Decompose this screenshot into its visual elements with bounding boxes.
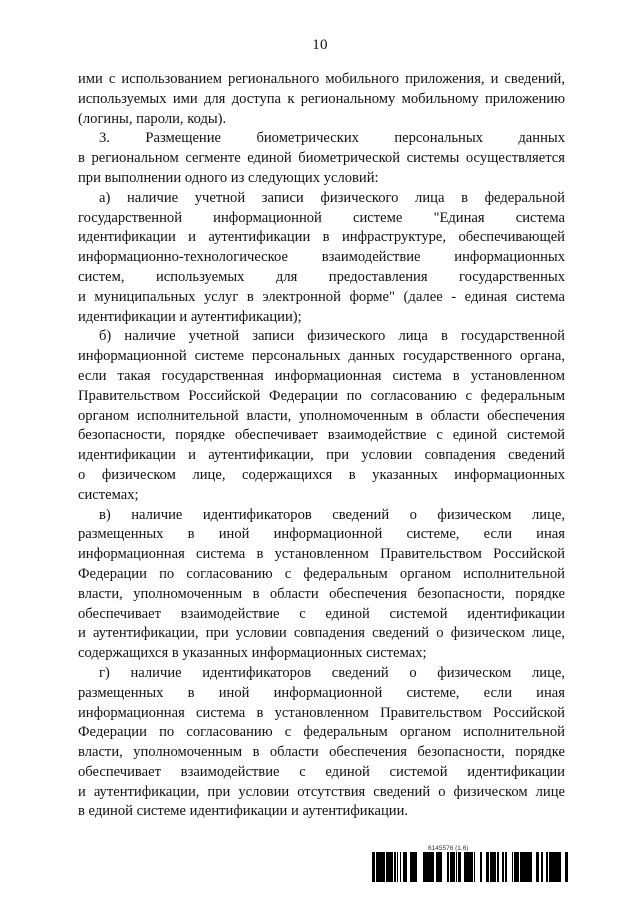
text-line: если такая государственная информационная система в установленном bbox=[78, 367, 565, 384]
text-line: систем, используемых для предоставления государственных bbox=[78, 268, 565, 285]
text-line: о физическом лице, содержащихся в указанных информационных bbox=[78, 466, 565, 483]
text-line: идентификации и аутентификации, при условии совпадения сведений bbox=[78, 447, 565, 464]
text-line: при выполнении одного из следующих условий: bbox=[78, 169, 379, 186]
barcode-icon bbox=[372, 852, 568, 882]
text-line: Федерации по согласованию с федеральным органом исполнительной bbox=[78, 724, 565, 741]
text-line: б) наличие учетной записи физического лица в государственной bbox=[99, 328, 565, 345]
text-line: Федерации по согласованию с федеральным органом исполнительной bbox=[78, 565, 565, 582]
text-line: системах; bbox=[78, 486, 139, 503]
page-number: 10 bbox=[312, 37, 328, 53]
text-line: размещенных в иной информационной системе, если иная bbox=[78, 684, 565, 701]
document-id: 6145576 (1.6) bbox=[428, 845, 469, 852]
text-line: г) наличие идентификаторов сведений о физическом лице, bbox=[99, 664, 565, 681]
text-line: и муниципальных услуг в электронной форме" (далее - единая система bbox=[78, 288, 565, 305]
text-line: органом исполнительной власти, уполномоченным в области обеспечения bbox=[78, 407, 565, 424]
text-line: в) наличие идентификаторов сведений о физическом лице, bbox=[99, 506, 565, 523]
text-line: размещенных в иной информационной системе, если иная bbox=[78, 526, 565, 543]
text-line: информационная система в установленном Правительством Российской bbox=[78, 546, 565, 563]
text-line: идентификации и аутентификации); bbox=[78, 308, 302, 325]
text-line: информационно-технологическое взаимодействие информационных bbox=[78, 249, 565, 266]
text-line: в единой системе идентификации и аутентификации. bbox=[78, 803, 409, 820]
text-line: обеспечивает взаимодействие с единой системой идентификации bbox=[78, 763, 565, 780]
text-line: безопасности, порядке обеспечивает взаимодействие с единой системой bbox=[78, 427, 565, 444]
text-line: власти, уполномоченным в области обеспечения безопасности, порядке bbox=[78, 585, 565, 602]
text-line: власти, уполномоченным в области обеспечения безопасности, порядке bbox=[78, 744, 565, 761]
text-line: обеспечивает взаимодействие с единой системой идентификации bbox=[78, 605, 565, 622]
text-line: Правительством Российской Федерации по согласованию с федеральным bbox=[78, 387, 565, 404]
text-line: (логины, пароли, коды). bbox=[78, 110, 227, 127]
text-line: 3. Размещение биометрических персональных данных bbox=[99, 130, 565, 147]
text-line: идентификации и аутентификации в инфраструктуре, обеспечивающей bbox=[78, 229, 565, 246]
text-line: информационная система в установленном Правительством Российской bbox=[78, 704, 565, 721]
body-text bbox=[78, 70, 565, 822]
text-line: ими с использованием регионального мобильного приложения, и сведений, bbox=[78, 71, 565, 87]
text-line: содержащихся в указанных информационных системах; bbox=[78, 645, 427, 662]
text-line: в региональном сегменте единой биометрической системы осуществляется bbox=[78, 150, 565, 167]
text-line: и аутентификации, при условии отсутствия сведений о физическом лице bbox=[78, 783, 565, 800]
text-line: используемых ими для доступа к региональному мобильному приложению bbox=[78, 90, 565, 107]
text-line: государственной информационной системе "Единая система bbox=[78, 209, 565, 226]
text-line: и аутентификации, при условии совпадения сведений о физическом лице, bbox=[78, 625, 565, 642]
text-line: информационной системе персональных данных государственного органа, bbox=[78, 348, 565, 365]
text-line: а) наличие учетной записи физического лица в федеральной bbox=[99, 189, 565, 206]
